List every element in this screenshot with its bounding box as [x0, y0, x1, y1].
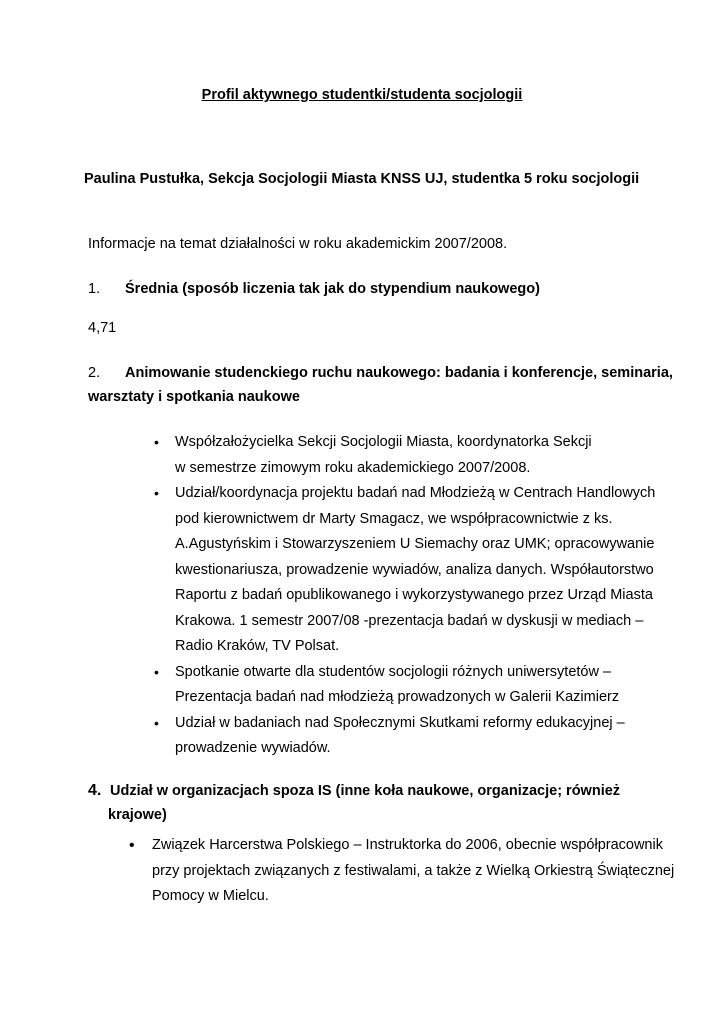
list-item-line: pod kierownictwem dr Marty Smagacz, we współpracownictwie z ks. — [175, 510, 613, 527]
list-item — [154, 660, 655, 711]
list-item-line: kwestionariusza, prowadzenie wywiadów, analiza danych. Współautorstwo — [175, 561, 654, 578]
section-4-heading-line-2: krajowe) — [108, 807, 167, 823]
list-item-line: w semestrze zimowym roku akademickiego 2007/2008. — [175, 459, 531, 476]
list-item-line: przy projektach związanych z festiwalami, a także z Wielką Orkiestrą Świątecznej — [152, 862, 675, 879]
list-item-line: prowadzenie wywiadów. — [175, 740, 331, 756]
bullet-icon: • — [129, 837, 135, 854]
section-4-list — [129, 833, 675, 910]
list-item-line: Pomocy w Mielcu. — [152, 888, 269, 904]
bullet-icon: • — [154, 663, 159, 680]
list-item — [154, 711, 655, 762]
list-item — [129, 833, 675, 910]
section-4-number: 4. — [88, 782, 102, 799]
section-1-number: 1. — [88, 281, 101, 297]
list-item-line: Współzałożycielka Sekcji Socjologii Miasta, koordynatorka Sekcji — [175, 434, 592, 450]
list-item-line: Udział w badaniach nad Społecznymi Skutkami reformy edukacyjnej – — [175, 714, 625, 731]
document-title: Profil aktywnego studentki/studenta socjologii — [201, 87, 523, 103]
intro-text: Informacje na temat działalności w roku akademickim 2007/2008. — [88, 236, 508, 252]
bullet-icon: • — [154, 434, 159, 450]
list-item-line: Udział/koordynacja projektu badań nad Młodzieżą w Centrach Handlowych — [175, 485, 656, 501]
bullet-icon: • — [154, 485, 159, 501]
list-item-line: Związek Harcerstwa Polskiego – Instruktorka do 2006, obecnie współpracownik — [152, 837, 663, 853]
list-item-line: Krakowa. 1 semestr 2007/08 -prezentacja badań w dyskusji w mediach – — [175, 612, 644, 629]
list-item-line: A.Agustyńskim i Stowarzyszeniem U Siemachy oraz UMK; opracowywanie — [175, 536, 655, 552]
list-item — [154, 430, 655, 481]
section-2-heading-line-1: Animowanie studenckiego ruchu naukowego: badania i konferencje, seminaria, — [125, 365, 673, 381]
section-2-list — [154, 430, 656, 762]
section-1-heading: Średnia (sposób liczenia tak jak do stypendium naukowego) — [125, 281, 540, 297]
list-item — [154, 481, 656, 660]
list-item-line: Radio Kraków, TV Polsat. — [175, 638, 340, 654]
author-line: Paulina Pustułka, Sekcja Socjologii Miasta KNSS UJ, studentka 5 roku socjologii — [84, 171, 640, 187]
list-item-line: Raportu z badań opublikowanego i wykorzystywanego przez Urząd Miasta — [175, 587, 653, 603]
section-2-heading-line-2: warsztaty i spotkania naukowe — [88, 389, 300, 405]
list-item-line: Spotkanie otwarte dla studentów socjologii różnych uniwersytetów – — [175, 663, 612, 680]
section-2-number: 2. — [88, 365, 101, 381]
bullet-icon: • — [154, 714, 159, 731]
list-item-line: Prezentacja badań nad młodzieżą prowadzonych w Galerii Kazimierz — [175, 689, 620, 705]
section-4-heading-line-1: Udział w organizacjach spoza IS (inne koła naukowe, organizacje; również — [110, 783, 621, 799]
section-1-value: 4,71 — [88, 320, 117, 336]
